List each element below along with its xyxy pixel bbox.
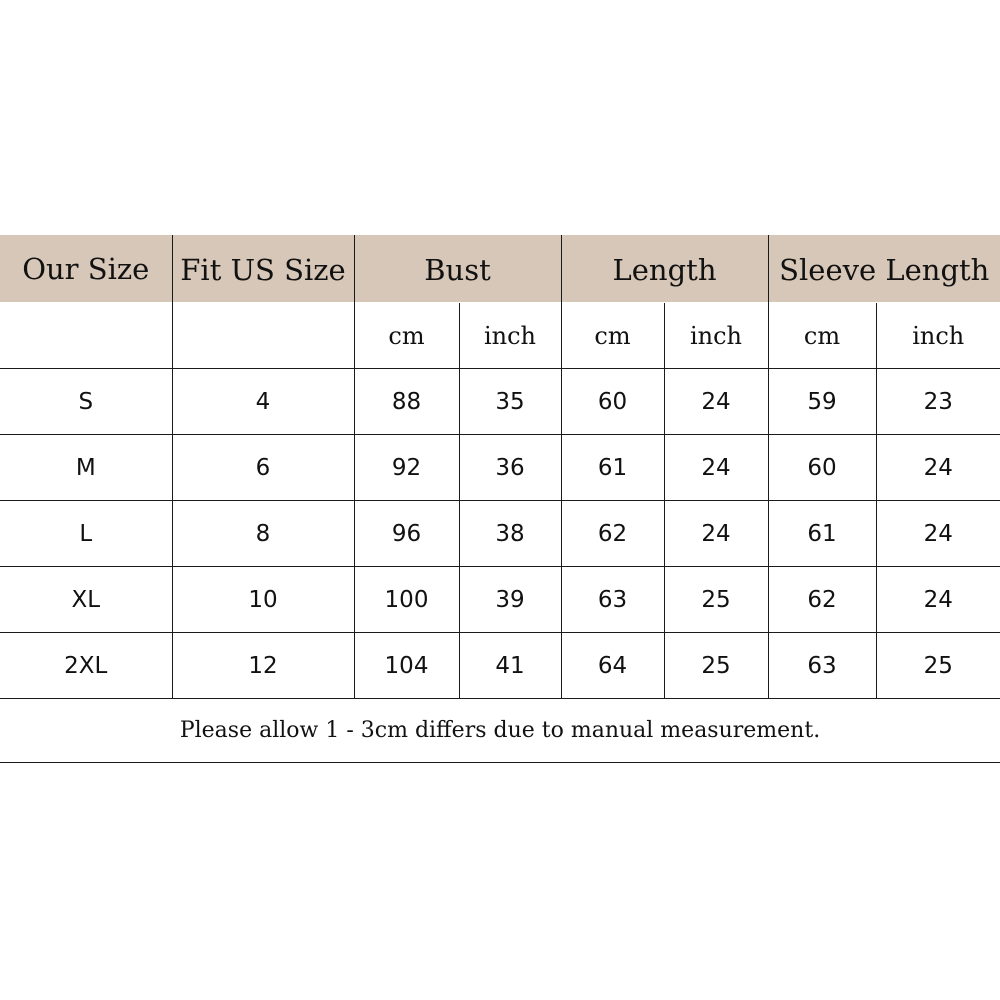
cell-sleeve-inch: 24	[876, 435, 1000, 501]
cell-size: S	[0, 369, 172, 435]
cell-size: M	[0, 435, 172, 501]
measurement-note: Please allow 1 - 3cm differs due to manual measurement.	[0, 699, 1000, 763]
cell-bust-cm: 104	[354, 633, 459, 699]
table-row	[0, 633, 1000, 699]
cell-bust-cm: 88	[354, 369, 459, 435]
cell-us-size: 10	[172, 567, 354, 633]
table-row	[0, 501, 1000, 567]
header-fit-us-size: Fit US Size	[172, 235, 354, 303]
table-row	[0, 567, 1000, 633]
unit-fit-us-blank	[172, 303, 354, 369]
cell-bust-inch: 36	[459, 435, 561, 501]
cell-size: XL	[0, 567, 172, 633]
cell-us-size: 12	[172, 633, 354, 699]
cell-size: L	[0, 501, 172, 567]
cell-sleeve-inch: 25	[876, 633, 1000, 699]
cell-length-cm: 61	[561, 435, 664, 501]
cell-size: 2XL	[0, 633, 172, 699]
unit-bust-cm: cm	[354, 303, 459, 369]
cell-bust-cm: 100	[354, 567, 459, 633]
header-bust: Bust	[354, 235, 561, 303]
cell-bust-inch: 38	[459, 501, 561, 567]
cell-length-inch: 25	[664, 633, 768, 699]
cell-bust-inch: 39	[459, 567, 561, 633]
note-row	[0, 699, 1000, 763]
cell-length-cm: 63	[561, 567, 664, 633]
unit-bust-inch: inch	[459, 303, 561, 369]
header-our-size: Our Size	[0, 235, 172, 369]
cell-length-cm: 60	[561, 369, 664, 435]
header-sleeve-length: Sleeve Length	[768, 235, 1000, 303]
header-length: Length	[561, 235, 768, 303]
cell-bust-cm: 96	[354, 501, 459, 567]
cell-us-size: 4	[172, 369, 354, 435]
cell-length-inch: 24	[664, 435, 768, 501]
unit-length-cm: cm	[561, 303, 664, 369]
cell-sleeve-cm: 62	[768, 567, 876, 633]
cell-length-cm: 62	[561, 501, 664, 567]
unit-sleeve-inch: inch	[876, 303, 1000, 369]
unit-length-inch: inch	[664, 303, 768, 369]
table-row	[0, 435, 1000, 501]
cell-sleeve-cm: 59	[768, 369, 876, 435]
cell-length-inch: 24	[664, 369, 768, 435]
cell-us-size: 6	[172, 435, 354, 501]
unit-sleeve-cm: cm	[768, 303, 876, 369]
cell-sleeve-inch: 24	[876, 501, 1000, 567]
cell-bust-inch: 35	[459, 369, 561, 435]
cell-sleeve-inch: 24	[876, 567, 1000, 633]
cell-length-inch: 25	[664, 567, 768, 633]
size-chart-table	[0, 235, 1000, 763]
cell-bust-inch: 41	[459, 633, 561, 699]
cell-sleeve-cm: 60	[768, 435, 876, 501]
cell-sleeve-inch: 23	[876, 369, 1000, 435]
cell-us-size: 8	[172, 501, 354, 567]
cell-length-inch: 24	[664, 501, 768, 567]
header-row	[0, 235, 1000, 303]
table-row	[0, 369, 1000, 435]
cell-sleeve-cm: 63	[768, 633, 876, 699]
cell-bust-cm: 92	[354, 435, 459, 501]
cell-sleeve-cm: 61	[768, 501, 876, 567]
cell-length-cm: 64	[561, 633, 664, 699]
